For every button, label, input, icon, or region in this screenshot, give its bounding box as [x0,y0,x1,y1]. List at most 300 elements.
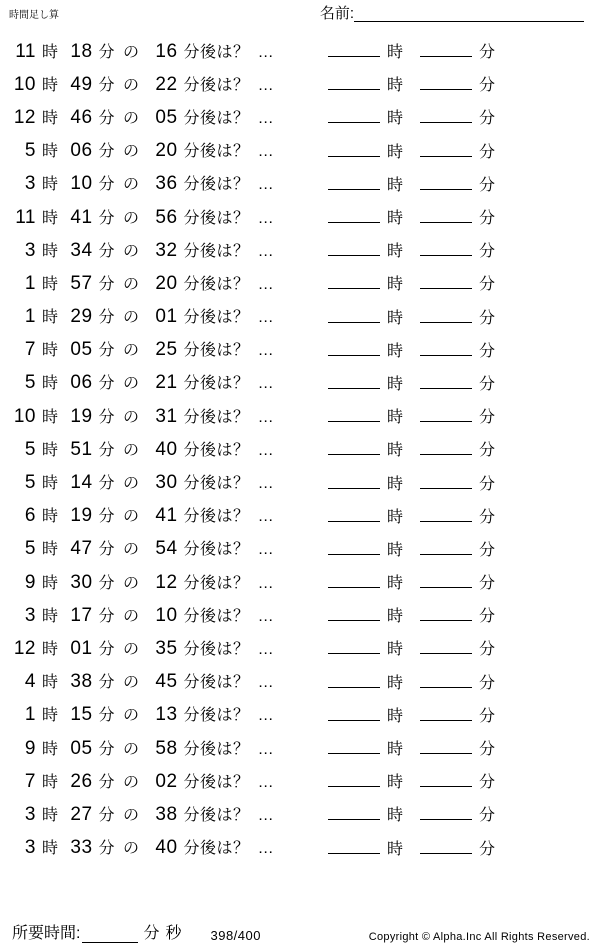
problem-row [0,100,600,133]
problem-row [0,167,600,200]
problem-row [0,797,600,830]
time-taken-minute-input[interactable] [82,927,138,943]
answer-minute-input[interactable] [420,803,472,820]
problem-row [0,333,600,366]
no-particle: の [123,541,140,559]
name-label: 名前: [319,5,354,22]
answer-minute-unit: 分 [479,674,496,692]
answer-hour-unit: 時 [387,342,404,360]
answer-minute-input[interactable] [420,405,472,422]
hour-unit-label: 時 [42,640,59,658]
ellipsis-label: … [257,408,275,426]
problem-minute: 19 [70,505,93,527]
answer-minute-unit: 分 [479,641,496,659]
answer-hour-input[interactable] [328,472,380,489]
problem-row [0,233,600,266]
answer-hour-input[interactable] [328,571,380,588]
after-label: 分後は？ [183,740,250,758]
problem-minute: 18 [70,40,93,62]
answer-hour-unit: 時 [387,442,404,460]
answer-minute-input[interactable] [420,637,472,654]
problem-minute: 19 [70,405,93,427]
hour-unit-label: 時 [42,441,59,459]
answer-hour-unit: 時 [387,840,404,858]
answer-minute-input[interactable] [420,604,472,621]
problem-row [0,499,600,532]
time-taken-minute-unit: 分 [143,925,160,942]
problem-question [6,769,306,793]
problem-question [6,503,306,527]
answer-hour-input[interactable] [328,339,380,356]
problem-minute: 33 [70,837,93,859]
problem-question [6,603,306,627]
answer-minute-input[interactable] [420,770,472,787]
answer-area [328,769,512,792]
problem-minute: 10 [70,173,93,195]
ellipsis-label: … [257,840,275,858]
answer-hour-input[interactable] [328,372,380,389]
answer-area [328,670,512,693]
answer-hour-input[interactable] [328,239,380,256]
answer-area [328,271,512,294]
answer-minute-input[interactable] [420,671,472,688]
ellipsis-label: … [257,640,275,658]
answer-minute-input[interactable] [420,40,472,57]
after-label: 分後は？ [183,806,250,824]
problem-add-minutes: 05 [155,106,178,128]
after-label: 分後は？ [183,508,250,526]
answer-area [328,205,512,228]
problem-minute: 01 [70,637,93,659]
answer-hour-input[interactable] [328,140,380,157]
answer-minute-input[interactable] [420,737,472,754]
answer-hour-unit: 時 [387,44,404,62]
problem-question [6,39,306,63]
answer-area [328,504,512,527]
no-particle: の [123,574,140,592]
answer-area [328,238,512,261]
minute-unit-label: 分 [98,541,116,559]
answer-hour-input[interactable] [328,803,380,820]
problem-hour: 7 [24,770,36,792]
answer-minute-input[interactable] [420,206,472,223]
problem-hour: 1 [24,272,36,294]
after-label: 分後は？ [183,176,250,194]
serial-number: 398/400 [210,928,261,943]
problem-row [0,631,600,664]
answer-area [328,338,512,361]
minute-unit-label: 分 [98,76,116,94]
hour-unit-label: 時 [42,408,59,426]
answer-hour-input[interactable] [328,737,380,754]
no-particle: の [123,375,140,393]
answer-area [328,736,512,759]
problem-list [0,34,600,864]
minute-unit-label: 分 [98,342,116,360]
ellipsis-label: … [257,806,275,824]
ellipsis-label: … [257,574,275,592]
problem-row [0,831,600,864]
problem-hour: 5 [24,372,36,394]
no-particle: の [123,740,140,758]
answer-minute-unit: 分 [479,44,496,62]
problem-hour: 3 [24,604,36,626]
answer-minute-unit: 分 [479,774,496,792]
answer-area [328,404,512,427]
minute-unit-label: 分 [98,143,116,161]
answer-hour-input[interactable] [328,40,380,57]
problem-minute: 34 [70,239,93,261]
problem-hour: 3 [24,803,36,825]
answer-minute-input[interactable] [420,438,472,455]
answer-minute-unit: 分 [479,707,496,725]
problem-add-minutes: 36 [155,173,178,195]
answer-minute-input[interactable] [420,140,472,157]
answer-minute-unit: 分 [479,143,496,161]
answer-area [328,172,512,195]
problem-minute: 14 [70,472,93,494]
answer-minute-input[interactable] [420,306,472,323]
problem-minute: 05 [70,737,93,759]
problem-question [6,404,306,428]
after-label: 分後は？ [183,375,250,393]
no-particle: の [123,43,140,61]
problem-question [6,238,306,262]
problem-minute: 17 [70,604,93,626]
problem-add-minutes: 56 [155,206,178,228]
ellipsis-label: … [257,541,275,559]
answer-minute-input[interactable] [420,372,472,389]
ellipsis-label: … [257,109,275,127]
answer-minute-unit: 分 [479,807,496,825]
answer-minute-input[interactable] [420,472,472,489]
problem-question [6,669,306,693]
answer-minute-input[interactable] [420,837,472,854]
answer-area [328,537,512,560]
after-label: 分後は？ [183,242,250,260]
answer-area [328,636,512,659]
after-label: 分後は？ [183,707,250,725]
problem-minute: 06 [70,140,93,162]
answer-hour-unit: 時 [387,608,404,626]
ellipsis-label: … [257,342,275,360]
no-particle: の [123,109,140,127]
hour-unit-label: 時 [42,607,59,625]
minute-unit-label: 分 [98,43,116,61]
answer-hour-input[interactable] [328,206,380,223]
problem-question [6,205,306,229]
answer-minute-unit: 分 [479,375,496,393]
problem-row [0,134,600,167]
hour-unit-label: 時 [42,574,59,592]
answer-hour-input[interactable] [328,272,380,289]
no-particle: の [123,275,140,293]
problem-question [6,835,306,859]
after-label: 分後は？ [183,475,250,493]
after-label: 分後は？ [183,109,250,127]
ellipsis-label: … [257,43,275,61]
problem-add-minutes: 30 [155,472,178,494]
answer-hour-input[interactable] [328,637,380,654]
problem-minute: 06 [70,372,93,394]
problem-hour: 5 [24,438,36,460]
hour-unit-label: 時 [42,840,59,858]
problem-add-minutes: 31 [155,405,178,427]
after-label: 分後は？ [183,574,250,592]
no-particle: の [123,441,140,459]
answer-minute-unit: 分 [479,77,496,95]
answer-hour-unit: 時 [387,774,404,792]
problem-add-minutes: 21 [155,372,178,394]
hour-unit-label: 時 [42,806,59,824]
after-label: 分後は？ [183,541,250,559]
answer-minute-input[interactable] [420,704,472,721]
problem-hour: 7 [24,339,36,361]
problem-row [0,665,600,698]
problem-question [6,802,306,826]
answer-hour-input[interactable] [328,704,380,721]
answer-hour-unit: 時 [387,475,404,493]
answer-hour-unit: 時 [387,210,404,228]
ellipsis-label: … [257,242,275,260]
minute-unit-label: 分 [98,275,116,293]
answer-minute-input[interactable] [420,505,472,522]
answer-area [328,603,512,626]
time-taken-label: 所要時間: [12,925,81,942]
no-particle: の [123,143,140,161]
problem-minute: 29 [70,306,93,328]
problem-question [6,138,306,162]
answer-minute-unit: 分 [479,409,496,427]
answer-minute-unit: 分 [479,541,496,559]
problem-minute: 30 [70,571,93,593]
problem-hour: 1 [24,306,36,328]
after-label: 分後は？ [183,674,250,692]
answer-hour-unit: 時 [387,409,404,427]
answer-hour-input[interactable] [328,306,380,323]
hour-unit-label: 時 [42,309,59,327]
hour-unit-label: 時 [42,209,59,227]
ellipsis-label: … [257,607,275,625]
answer-hour-input[interactable] [328,73,380,90]
answer-hour-unit: 時 [387,508,404,526]
answer-area [328,437,512,460]
problem-add-minutes: 54 [155,538,178,560]
problem-question [6,636,306,660]
answer-hour-input[interactable] [328,538,380,555]
answer-hour-unit: 時 [387,674,404,692]
problem-hour: 4 [24,671,36,693]
answer-hour-input[interactable] [328,173,380,190]
problem-add-minutes: 45 [155,671,178,693]
problem-question [6,105,306,129]
problem-minute: 47 [70,538,93,560]
answer-hour-input[interactable] [328,505,380,522]
answer-minute-unit: 分 [479,243,496,261]
answer-minute-input[interactable] [420,73,472,90]
problem-add-minutes: 02 [155,770,178,792]
no-particle: の [123,242,140,260]
name-input-line[interactable] [354,6,584,22]
no-particle: の [123,840,140,858]
after-label: 分後は？ [183,408,250,426]
answer-hour-unit: 時 [387,807,404,825]
answer-hour-input[interactable] [328,106,380,123]
problem-question [6,536,306,560]
no-particle: の [123,640,140,658]
problem-row [0,598,600,631]
ellipsis-label: … [257,441,275,459]
after-label: 分後は？ [183,143,250,161]
minute-unit-label: 分 [98,109,116,127]
ellipsis-label: … [257,375,275,393]
minute-unit-label: 分 [98,375,116,393]
answer-minute-unit: 分 [479,575,496,593]
problem-add-minutes: 20 [155,272,178,294]
minute-unit-label: 分 [98,176,116,194]
answer-hour-unit: 時 [387,176,404,194]
problem-hour: 6 [24,505,36,527]
problem-hour: 3 [24,239,36,261]
after-label: 分後は？ [183,441,250,459]
answer-area [328,72,512,95]
answer-minute-unit: 分 [479,176,496,194]
answer-area [328,105,512,128]
problem-hour: 10 [13,405,36,427]
hour-unit-label: 時 [42,475,59,493]
answer-minute-input[interactable] [420,272,472,289]
no-particle: の [123,607,140,625]
answer-minute-input[interactable] [420,538,472,555]
problem-row [0,200,600,233]
answer-area [328,471,512,494]
answer-minute-input[interactable] [420,239,472,256]
problem-row [0,698,600,731]
problem-minute: 15 [70,704,93,726]
problem-hour: 9 [24,571,36,593]
problem-row [0,300,600,333]
page-title: 時間足し算 [9,10,59,21]
hour-unit-label: 時 [42,242,59,260]
hour-unit-label: 時 [42,740,59,758]
ellipsis-label: … [257,508,275,526]
problem-add-minutes: 40 [155,837,178,859]
answer-hour-unit: 時 [387,143,404,161]
ellipsis-label: … [257,475,275,493]
ellipsis-label: … [257,707,275,725]
minute-unit-label: 分 [98,707,116,725]
hour-unit-label: 時 [42,275,59,293]
answer-minute-unit: 分 [479,309,496,327]
hour-unit-label: 時 [42,143,59,161]
ellipsis-label: … [257,76,275,94]
ellipsis-label: … [257,740,275,758]
problem-minute: 46 [70,106,93,128]
problem-hour: 5 [24,538,36,560]
problem-row [0,532,600,565]
answer-minute-input[interactable] [420,571,472,588]
problem-hour: 1 [24,704,36,726]
ellipsis-label: … [257,275,275,293]
answer-minute-unit: 分 [479,210,496,228]
after-label: 分後は？ [183,76,250,94]
minute-unit-label: 分 [98,674,116,692]
problem-question [6,736,306,760]
answer-hour-input[interactable] [328,770,380,787]
answer-hour-unit: 時 [387,309,404,327]
problem-question [6,702,306,726]
after-label: 分後は？ [183,773,250,791]
answer-minute-input[interactable] [420,106,472,123]
problem-add-minutes: 58 [155,737,178,759]
answer-hour-unit: 時 [387,243,404,261]
hour-unit-label: 時 [42,176,59,194]
answer-minute-unit: 分 [479,608,496,626]
minute-unit-label: 分 [98,209,116,227]
time-taken-second-unit: 秒 [165,925,182,942]
answer-hour-unit: 時 [387,641,404,659]
answer-hour-input[interactable] [328,671,380,688]
problem-add-minutes: 22 [155,73,178,95]
answer-hour-input[interactable] [328,405,380,422]
after-label: 分後は？ [183,640,250,658]
problem-hour: 5 [24,472,36,494]
minute-unit-label: 分 [98,840,116,858]
problem-question [6,337,306,361]
after-label: 分後は？ [183,275,250,293]
answer-hour-input[interactable] [328,837,380,854]
problem-row [0,465,600,498]
problem-hour: 12 [13,106,36,128]
no-particle: の [123,176,140,194]
problem-row [0,67,600,100]
problem-add-minutes: 35 [155,637,178,659]
answer-area [328,39,512,62]
problem-row [0,432,600,465]
answer-hour-unit: 時 [387,707,404,725]
problem-minute: 05 [70,339,93,361]
hour-unit-label: 時 [42,674,59,692]
no-particle: の [123,508,140,526]
answer-minute-unit: 分 [479,442,496,460]
problem-hour: 11 [15,40,36,62]
answer-hour-input[interactable] [328,604,380,621]
answer-hour-unit: 時 [387,110,404,128]
hour-unit-label: 時 [42,43,59,61]
problem-question [6,370,306,394]
problem-row [0,764,600,797]
answer-minute-input[interactable] [420,339,472,356]
problem-add-minutes: 01 [155,306,178,328]
no-particle: の [123,76,140,94]
answer-minute-unit: 分 [479,840,496,858]
hour-unit-label: 時 [42,342,59,360]
answer-hour-input[interactable] [328,438,380,455]
answer-hour-unit: 時 [387,375,404,393]
problem-question [6,437,306,461]
problem-question [6,304,306,328]
hour-unit-label: 時 [42,541,59,559]
problem-add-minutes: 41 [155,505,178,527]
answer-area [328,139,512,162]
problem-add-minutes: 32 [155,239,178,261]
answer-minute-input[interactable] [420,173,472,190]
hour-unit-label: 時 [42,375,59,393]
answer-area [328,570,512,593]
problem-row [0,565,600,598]
ellipsis-label: … [257,773,275,791]
problem-row [0,366,600,399]
